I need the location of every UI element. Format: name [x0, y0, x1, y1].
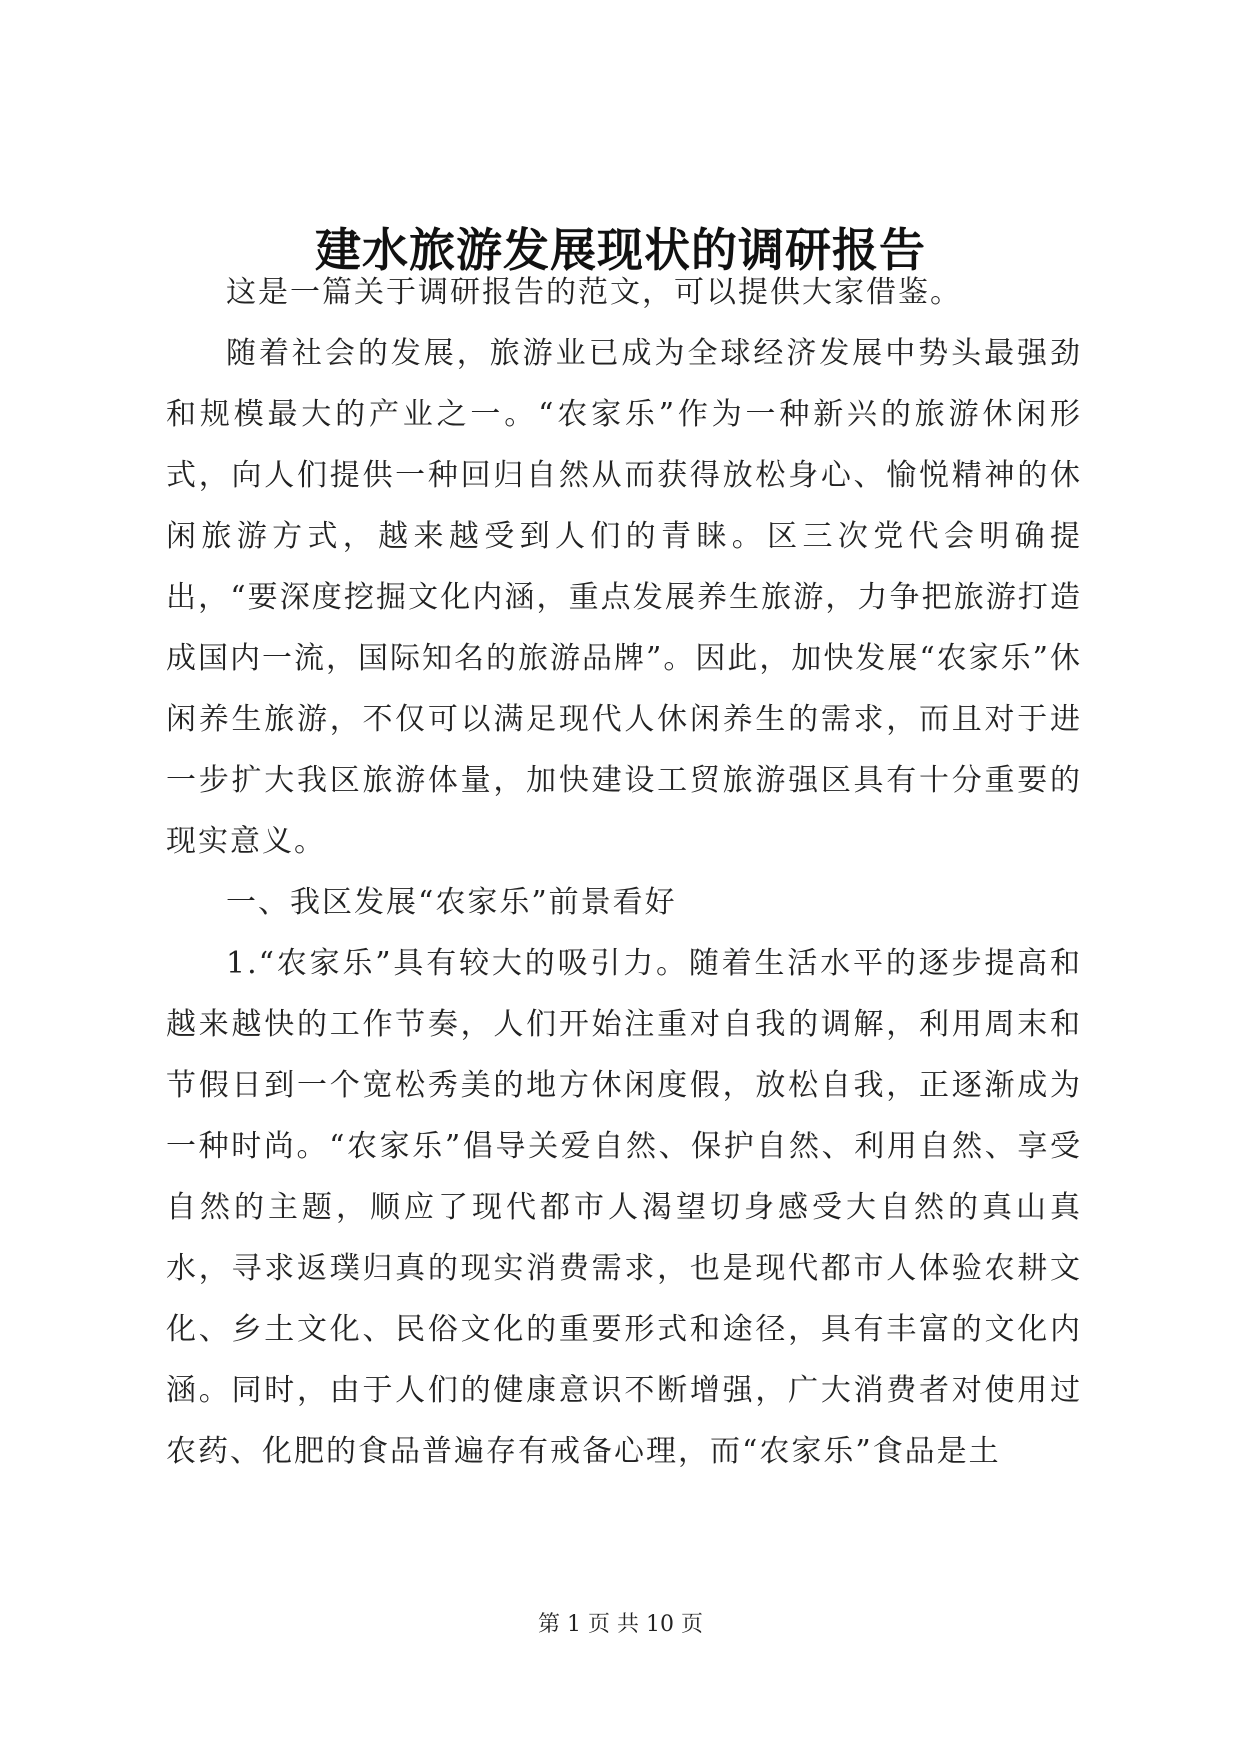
background-paragraph: 随着社会的发展，旅游业已成为全球经济发展中势头最强劲和规模最大的产业之一。“农家乐”作为一种新兴的旅游休闲形式，向人们提供一种回归自然从而获得放松身心、愉悦精神的休闲旅游方式，越来越受到人们的青睐。区三次党代会明确提出，“要深度挖掘文化内涵，重点发展养生旅游，力争把旅游打造成国内一流，国际知名的旅游品牌”。因此，加快发展“农家乐”休闲养生旅游，不仅可以满足现代人休闲养生的需求，而且对于进一步扩大我区旅游体量，加快建设工贸旅游强区具有十分重要的现实意义。	[166, 336, 1083, 859]
section-paragraph: 1.“农家乐”具有较大的吸引力。随着生活水平的逐步提高和越来越快的工作节奏，人们开始注重对自我的调解，利用周末和节假日到一个宽松秀美的地方休闲度假，放松自我，正逐渐成为一种时尚。“农家乐”倡导关爱自然、保护自然、利用自然、享受自然的主题，顺应了现代都市人渴望切身感受大自然的真山真水，寻求返璞归真的现实消费需求，也是现代都市人体验农耕文化、乡土文化、民俗文化的重要形式和途径，具有丰富的文化内涵。同时，由于人们的健康意识不断增强，广大消费者对使用过农药、化肥的食品普遍存有戒备心理，而“农家乐”食品是土	[166, 946, 1082, 1469]
page-number-footer: 第 1 页 共 10 页	[538, 1612, 703, 1637]
document-body	[166, 262, 1082, 1482]
document-title: 建水旅游发展现状的调研报告	[315, 223, 926, 277]
section-heading: 一、我区发展“农家乐”前景看好	[226, 885, 677, 920]
intro-paragraph: 这是一篇关于调研报告的范文，可以提供大家借鉴。	[226, 275, 962, 310]
